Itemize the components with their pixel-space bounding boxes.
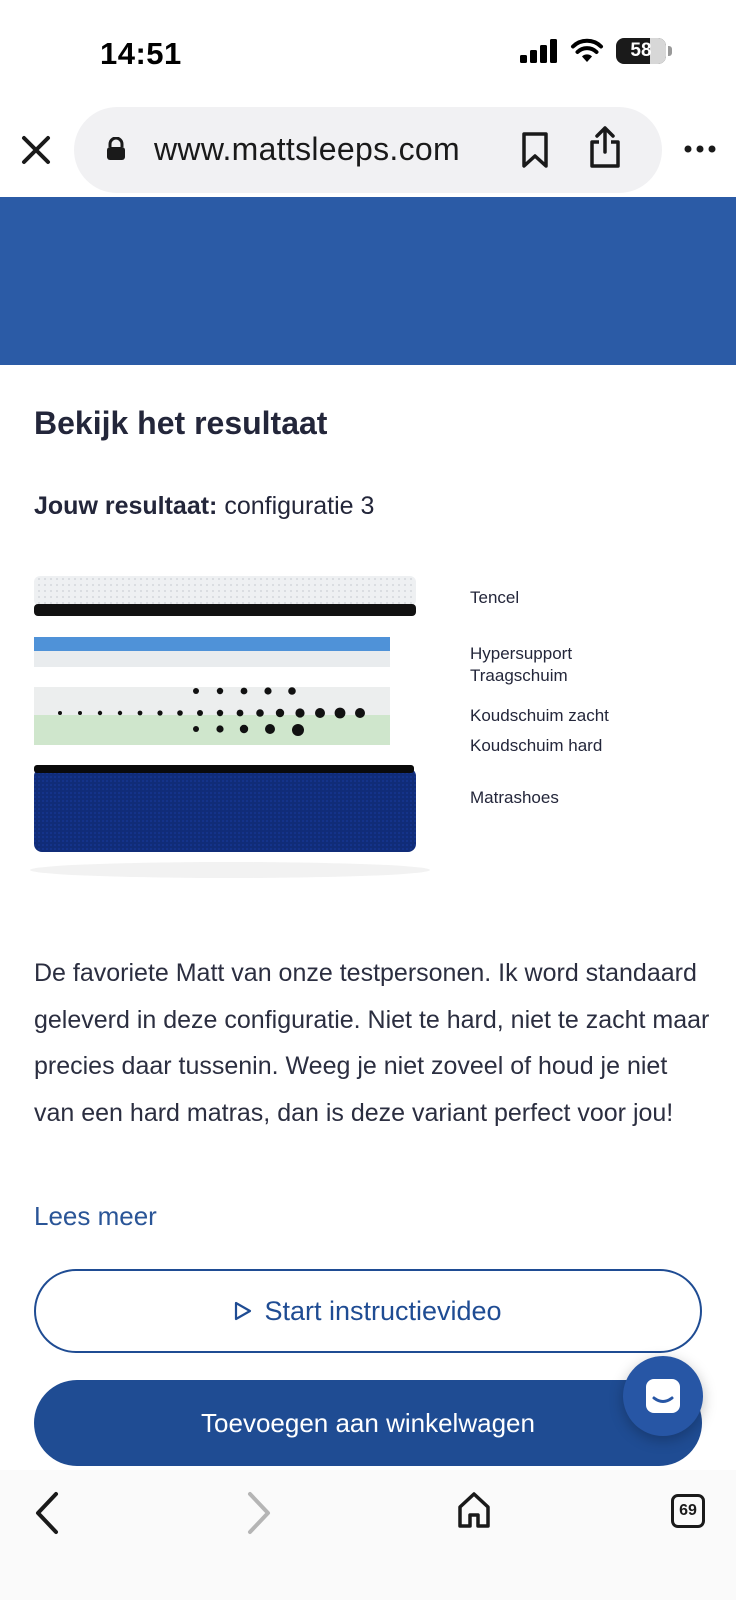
- signal-icon: [520, 39, 558, 63]
- more-icon: [684, 145, 716, 153]
- hero-banner: [0, 197, 736, 365]
- layer-label-traagschuim: Traagschuim: [470, 666, 568, 685]
- status-time: 14:51: [100, 36, 182, 71]
- tabs-icon[interactable]: [671, 1494, 705, 1528]
- close-button[interactable]: [18, 132, 54, 168]
- browser-toolbar: [0, 1470, 736, 1600]
- browser-bar: [0, 104, 736, 196]
- layer-label-koudschuim-zacht: Koudschuim zacht: [470, 706, 609, 725]
- start-video-button[interactable]: [34, 1269, 702, 1353]
- chat-button[interactable]: [623, 1356, 703, 1436]
- status-icons: [520, 38, 666, 64]
- wifi-icon: [570, 38, 604, 64]
- url-text[interactable]: www.mattsleeps.com: [154, 131, 460, 167]
- close-icon: [21, 135, 51, 165]
- more-button[interactable]: [680, 134, 720, 164]
- result-value: configuratie 3: [224, 492, 375, 520]
- tab-count: 69: [679, 1502, 697, 1519]
- battery-level: 58: [630, 40, 652, 61]
- battery-icon: [616, 38, 666, 64]
- back-icon[interactable]: [32, 1490, 62, 1536]
- address-bar[interactable]: [74, 107, 662, 193]
- home-icon[interactable]: [456, 1490, 492, 1530]
- result-line: [34, 492, 374, 521]
- share-icon[interactable]: [588, 125, 622, 169]
- add-to-cart-button[interactable]: [34, 1380, 702, 1466]
- play-icon: [234, 1301, 252, 1321]
- section-title: Bekijk het resultaat: [34, 405, 328, 441]
- start-video-label: Start instructievideo: [264, 1295, 502, 1326]
- read-more-link[interactable]: Lees meer: [34, 1201, 157, 1231]
- lock-icon: [106, 137, 126, 161]
- result-label: Jouw resultaat:: [34, 492, 218, 520]
- bookmark-icon[interactable]: [520, 131, 550, 169]
- layer-label-tencel: Tencel: [470, 588, 520, 607]
- status-bar: [0, 0, 736, 100]
- layer-label-hypersupport: Hypersupport: [470, 644, 573, 663]
- layer-label-koudschuim-hard: Koudschuim hard: [470, 736, 603, 755]
- chat-icon: [643, 1376, 683, 1416]
- forward-icon[interactable]: [244, 1490, 274, 1536]
- add-to-cart-label: Toevoegen aan winkelwagen: [201, 1407, 535, 1438]
- layer-label-matrashoes: Matrashoes: [470, 788, 559, 807]
- mattress-layers-image: [30, 540, 450, 920]
- product-description: De favoriete Matt van onze testpersonen. Ik word standaard geleverd in deze configuratie. Niet te hard, niet te zacht maar precies daar tussenin. Weeg je niet zoveel of houd je niet van een hard matras, dan is deze variant perfect voor jou!: [34, 959, 710, 1127]
